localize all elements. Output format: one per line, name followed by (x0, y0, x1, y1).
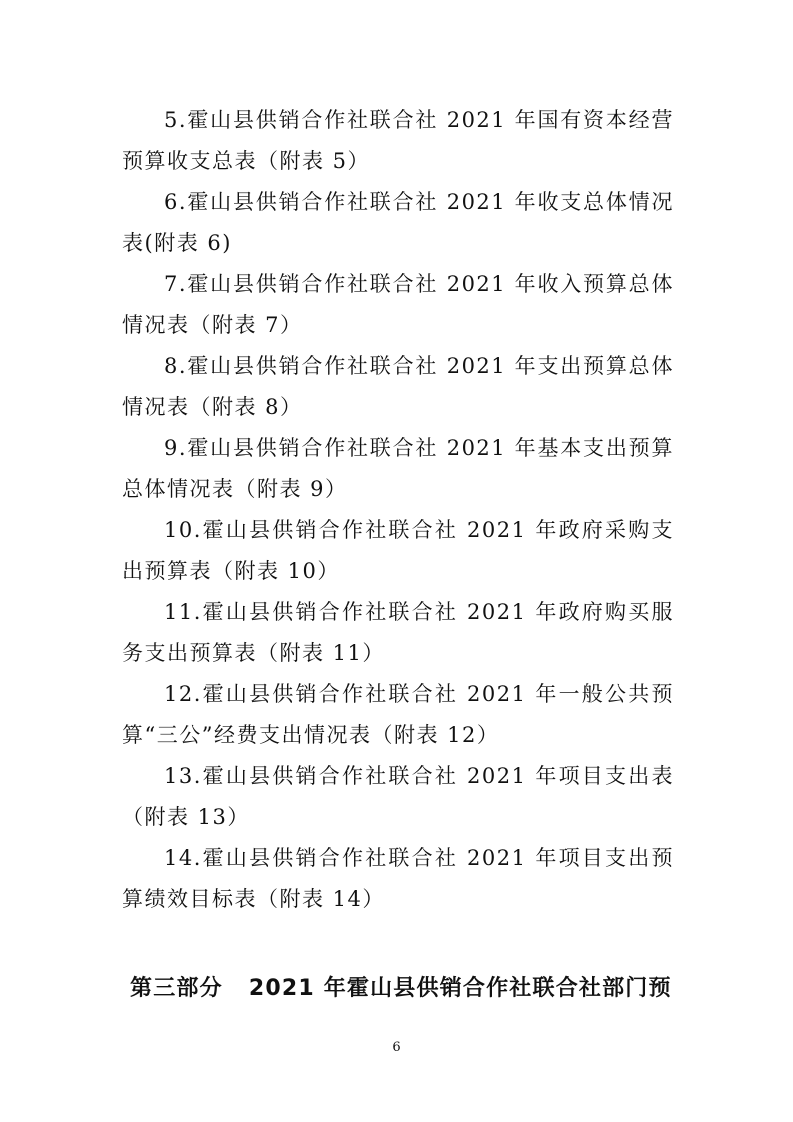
section-title: 2021 年霍山县供销合作社联合社部门预 (248, 976, 672, 1001)
section-part-label: 第三部分 (130, 976, 223, 1001)
section-heading (130, 973, 690, 1005)
appendix-item-5: 5.霍山县供销合作社联合社 2021 年国有资本经营预算收支总表（附表 5） (122, 108, 674, 173)
appendix-item-13: 13.霍山县供销合作社联合社 2021 年项目支出表（附表 13） (122, 764, 674, 829)
appendix-item-6: 6.霍山县供销合作社联合社 2021 年收支总体情况表(附表 6) (122, 190, 674, 255)
appendix-item-11: 11.霍山县供销合作社联合社 2021 年政府购买服务支出预算表（附表 11） (122, 600, 674, 665)
appendix-item-9: 9.霍山县供销合作社联合社 2021 年基本支出预算总体情况表（附表 9） (122, 436, 674, 501)
appendix-item-8: 8.霍山县供销合作社联合社 2021 年支出预算总体情况表（附表 8） (122, 354, 674, 419)
page-number: 6 (392, 1040, 401, 1055)
appendix-item-14: 14.霍山县供销合作社联合社 2021 年项目支出预算绩效目标表（附表 14） (122, 846, 674, 911)
appendix-item-12: 12.霍山县供销合作社联合社 2021 年一般公共预算“三公”经费支出情况表（附表 12） (122, 682, 674, 747)
appendix-item-10: 10.霍山县供销合作社联合社 2021 年政府采购支出预算表（附表 10） (122, 518, 674, 583)
appendix-list (122, 100, 674, 920)
appendix-item-7: 7.霍山县供销合作社联合社 2021 年收入预算总体情况表（附表 7） (122, 272, 674, 337)
